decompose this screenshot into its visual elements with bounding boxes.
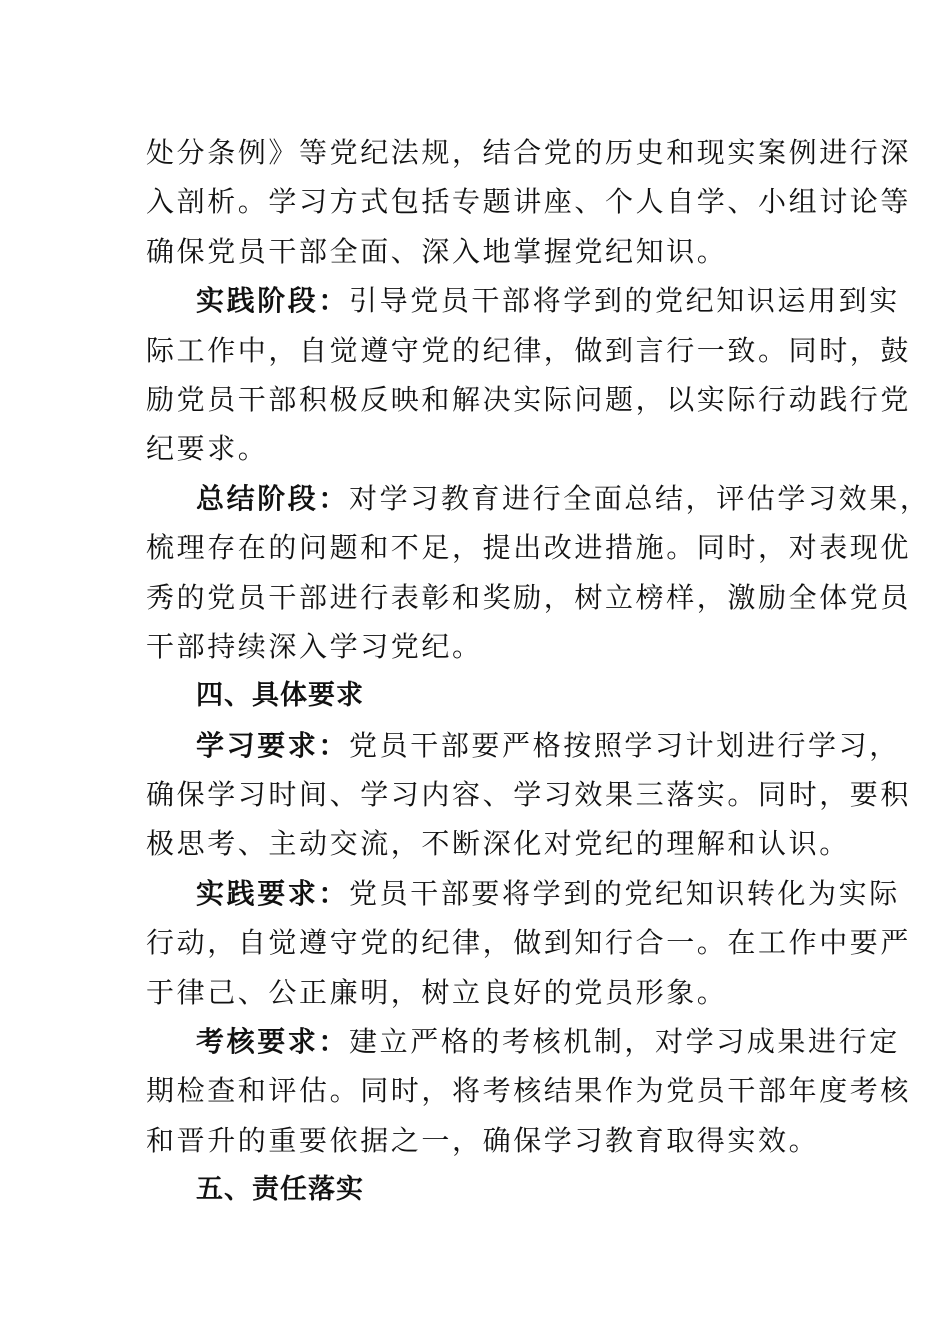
paragraph-line: 和晋升的重要依据之一，确保学习教育取得实效。	[146, 1123, 820, 1157]
paragraph-text: 引导党员干部将学到的党纪知识运用到实	[349, 284, 900, 318]
study-requirement-paragraph	[146, 721, 900, 770]
assessment-requirement-paragraph	[146, 1017, 900, 1066]
summary-stage-paragraph	[146, 474, 931, 523]
paragraph-lead: 实践要求：	[196, 876, 350, 910]
paragraph-text: 建立严格的考核机制，对学习成果进行定	[349, 1025, 900, 1059]
paragraph-line: 梳理存在的问题和不足，提出改进措施。同时，对表现优	[146, 531, 912, 565]
paragraph-line: 入剖析。学习方式包括专题讲座、个人自学、小组讨论等	[146, 185, 912, 219]
paragraph-line: 干部持续深入学习党纪。	[146, 629, 483, 663]
paragraph-lead: 考核要求：	[196, 1025, 350, 1059]
practice-requirement-paragraph	[146, 869, 900, 918]
section-heading: 五、责任落实	[196, 1174, 364, 1206]
section-heading: 四、具体要求	[196, 680, 364, 712]
paragraph-lead: 总结阶段：	[196, 481, 350, 515]
paragraph-line: 际工作中，自觉遵守党的纪律，做到言行一致。同时，鼓	[146, 333, 912, 367]
paragraph-text: 对学习教育进行全面总结，评估学习效果，	[349, 481, 931, 515]
paragraph-line: 励党员干部积极反映和解决实际问题，以实际行动践行党	[146, 382, 912, 416]
paragraph-line: 期检查和评估。同时，将考核结果作为党员干部年度考核	[146, 1074, 912, 1108]
paragraph-text: 党员干部要严格按照学习计划进行学习，	[349, 728, 900, 762]
paragraph-line: 行动，自觉遵守党的纪律，做到知行合一。在工作中要严	[146, 926, 912, 960]
paragraph-lead: 学习要求：	[196, 728, 350, 762]
practice-stage-paragraph	[146, 276, 900, 325]
paragraph-line: 秀的党员干部进行表彰和奖励，树立榜样，激励全体党员	[146, 580, 912, 614]
paragraph-line: 确保学习时间、学习内容、学习效果三落实。同时，要积	[146, 778, 912, 812]
paragraph-line: 处分条例》等党纪法规，结合党的历史和现实案例进行深	[146, 136, 912, 169]
document-body	[146, 128, 931, 1215]
paragraph-text: 党员干部要将学到的党纪知识转化为实际	[349, 876, 900, 910]
paragraph-line: 确保党员干部全面、深入地掌握党纪知识。	[146, 234, 728, 268]
paragraph-line: 纪要求。	[146, 432, 269, 466]
paragraph-line: 于律己、公正廉明，树立良好的党员形象。	[146, 975, 728, 1009]
paragraph-lead: 实践阶段：	[196, 284, 350, 318]
paragraph-line: 极思考、主动交流，不断深化对党纪的理解和认识。	[146, 827, 850, 861]
